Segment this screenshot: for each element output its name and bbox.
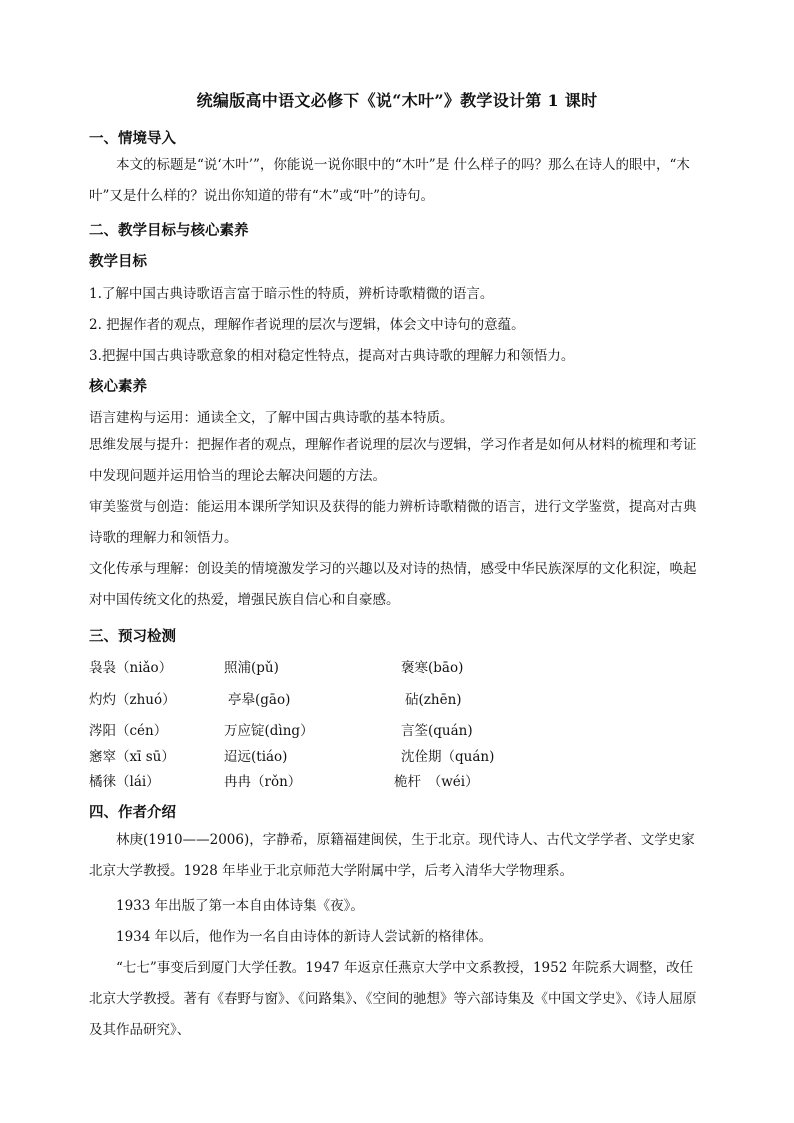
subheading-teaching-goals: 教学目标 [89, 253, 147, 270]
vocab-item: 迢远(tiáo) [224, 749, 288, 765]
section-heading-goals: 二、教学目标与核心素养 [89, 222, 249, 239]
core-item-4: 文化传承与理解：创设美的情境激发学习的兴趣以及对诗的热情，感受中华民族深厚的文化积淀，唤起对中国传统文化的热爱，增强民族自信心和自豪感。 [89, 561, 697, 608]
goal-item-1: 1.了解中国古典诗歌语言富于暗示性的特质，辨析诗歌精微的语言。 [89, 286, 494, 302]
document-title: 统编版高中语文必修下《说“木叶”》教学设计第 1 课时 [196, 91, 598, 110]
vocab-item: 冉冉（rǒn） [224, 774, 302, 790]
subheading-core-literacy: 核心素养 [89, 378, 147, 395]
core-item-2: 思维发展与提升：把握作者的观点，理解作者说理的层次与逻辑，学习作者是如何从材料的梳理和考证中发现问题并运用恰当的理论去解决问题的方法。 [89, 437, 697, 484]
vocab-item: 桅杆 （wéi） [394, 774, 479, 790]
section-heading-author: 四、作者介绍 [89, 804, 176, 821]
vocab-item: 灼灼（zhuó） [89, 692, 176, 708]
author-paragraph-2: 1933 年出版了第一本自由体诗集《夜》。 [116, 898, 364, 914]
core-item-3: 审美鉴赏与创造：能运用本课所学知识及获得的能力辨析诗歌精微的语言，进行文学鉴赏，提高对古典诗歌的理解力和领悟力。 [89, 499, 697, 546]
author-paragraph-4: “七七”事变后到厦门大学任教。1947 年返京任燕京大学中文系教授，1952 年院系大调整，改任北京大学教授。著有《春野与窗》、《问路集》、《空间的驰想》等六部诗集及《中国文学史》、《诗人屈原及其作品研究》、 [89, 960, 697, 1038]
vocab-item: 万应锭(dìng） [224, 723, 314, 739]
vocab-item: 橘徕（lái） [89, 774, 160, 790]
vocab-item: 窸窣（xī sū） [89, 749, 175, 765]
vocab-item: 砧(zhēn) [405, 692, 462, 708]
author-paragraph-1: 林庚(1910——2006)，字静希，原籍福建闽侯，生于北京。现代诗人、古代文学学者、文学史家北京大学教授。1928 年毕业于北京师范大学附属中学，后考入清华大学物理系。 [89, 832, 695, 879]
vocab-item: 言筌(quán) [401, 723, 473, 739]
vocab-item: 袅袅（niǎo） [89, 660, 173, 676]
vocab-item: 涔阳（cén） [89, 723, 168, 739]
vocab-item: 照浦(pǔ) [224, 660, 279, 676]
section-heading-intro: 一、情境导入 [89, 130, 176, 147]
vocab-item: 褒寒(bāo) [401, 660, 464, 676]
intro-paragraph: 本文的标题是“说‘木叶’”，你能说一说你眼中的“木叶”是 什么样子的吗？那么在诗人的眼中，“木叶”又是什么样的？说出你知道的带有“木”或“叶”的诗句。 [89, 157, 690, 204]
goal-item-3: 3.把握中国古典诗歌意象的相对稳定性特点，提高对古典诗歌的理解力和领悟力。 [89, 348, 575, 364]
section-heading-preview: 三、预习检测 [89, 628, 176, 645]
core-item-1: 语言建构与运用：通读全文，了解中国古典诗歌的基本特质。 [89, 410, 454, 426]
vocab-item: 沈佺期（quán) [401, 749, 495, 765]
author-paragraph-3: 1934 年以后，他作为一名自由诗体的新诗人尝试新的格律体。 [116, 929, 493, 945]
vocab-item: 亭皋(gāo) [228, 692, 291, 708]
goal-item-2: 2. 把握作者的观点，理解作者说理的层次与逻辑，体会文中诗句的意蕴。 [89, 317, 525, 333]
